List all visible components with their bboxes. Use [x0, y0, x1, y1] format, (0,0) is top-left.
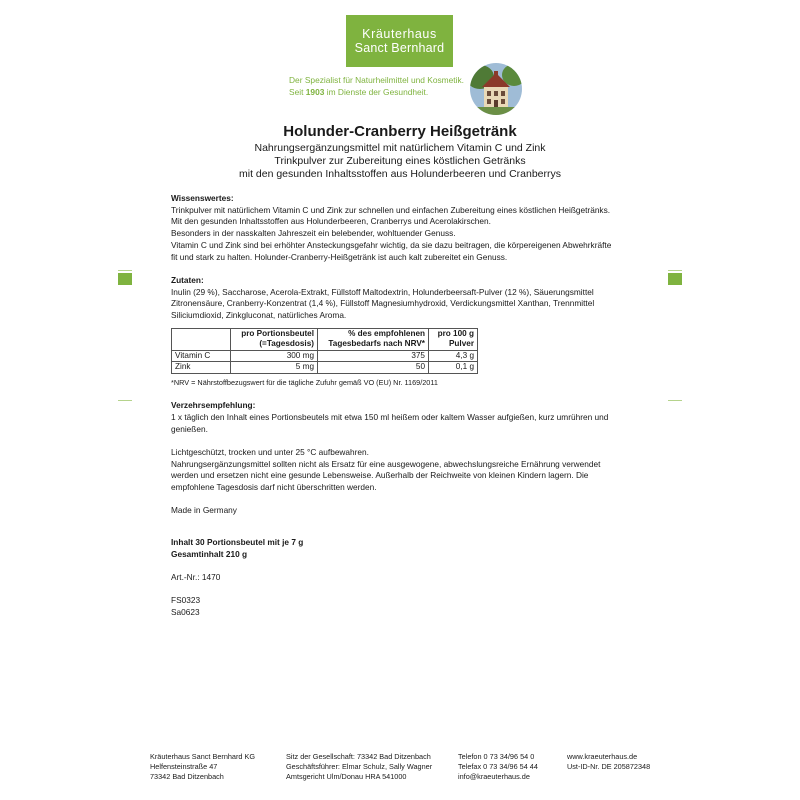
brand-tagline: [289, 74, 464, 98]
fold-line-right-2: [668, 400, 682, 401]
logo-line-2: Sanct Bernhard: [354, 41, 445, 55]
footer-legal: [286, 752, 432, 781]
footer-line: info@kraeuterhaus.de: [458, 771, 530, 781]
origin: Made in Germany: [171, 505, 237, 516]
footer-company: [150, 752, 255, 781]
text-line: werden und ersetzen nicht eine gesunde Lebensweise. Außerhalb der Reichweite von kleinen Kindern lagern. Die: [171, 470, 589, 481]
section-heading-zutaten: Zutaten:: [171, 274, 204, 285]
footer-line: Telefax 0 73 34/96 54 44: [458, 761, 538, 771]
fold-line-right: [668, 270, 682, 271]
header-text: pro Portionsbeutel: [241, 328, 314, 338]
fold-marker-right: [668, 273, 682, 285]
table-header-row: [172, 328, 478, 350]
logo-line-1: Kräuterhaus: [362, 27, 437, 41]
footer-line: Helfensteinstraße 47: [150, 761, 218, 771]
nutrition-table: [171, 328, 478, 374]
footer-web: [567, 752, 650, 772]
total-amount: Gesamtinhalt 210 g: [171, 548, 248, 559]
nrv-footnote: *NRV = Nährstoffbezugswert für die tägliche Zufuhr gemäß VO (EU) Nr. 1169/2011: [171, 377, 438, 387]
batch-code: FS0323: [171, 595, 201, 606]
portion-value: 5 mg: [231, 362, 318, 374]
header-text: pro 100 g: [437, 328, 474, 338]
subtitle-line: Trinkpulver zur Zubereitung eines köstlichen Getränks: [274, 155, 526, 167]
title-block: [0, 122, 800, 181]
tagline-line-1: Der Spezialist für Naturheilmittel und Kosmetik.: [289, 75, 465, 85]
footer-line: Kräuterhaus Sanct Bernhard KG: [150, 752, 256, 761]
table-row: [172, 362, 478, 374]
nrv-value: 375: [318, 350, 429, 362]
text-line: Besonders in der nasskalten Jahreszeit ein belebender, wohltuender Genuss.: [171, 228, 456, 239]
text-line: Siliciumdioxid, Zinkgluconat, natürliches Aroma.: [171, 310, 347, 321]
per100-value: 0,1 g: [429, 362, 478, 374]
footer-line: Telefon 0 73 34/96 54 0: [458, 752, 535, 761]
text-line: fit und stark zu halten. Holunder-Cranberry-Heißgetränk ist auch kalt zubereitet ein Genuss.: [171, 251, 508, 262]
section-heading-verzehr: Verzehrsempfehlung:: [171, 400, 256, 411]
subtitle-line: Nahrungsergänzungsmittel mit natürlichem Vitamin C und Zink: [254, 142, 546, 154]
header-text: Tagesbedarfs nach NRV*: [328, 339, 425, 349]
text-line: Mit den gesunden Inhaltsstoffen aus Holunderbeeren, Cranberrys und Acerolakirschen.: [171, 216, 491, 227]
text-line: Vitamin C und Zink sind bei erhöhter Ansteckungsgefahr wichtig, da sie dazu beitragen, die körpereigenen Abwehrkräfte: [171, 239, 612, 250]
footer-line: Sitz der Gesellschaft: 73342 Bad Ditzenbach: [286, 752, 431, 761]
table-header-cell: [318, 328, 429, 350]
header-text: Pulver: [448, 339, 474, 349]
table-header-cell: [429, 328, 478, 350]
per100-value: 4,3 g: [429, 350, 478, 362]
fold-line-left: [118, 270, 132, 271]
storage-note: Lichtgeschützt, trocken und unter 25 °C aufbewahren.: [171, 446, 369, 457]
tagline-text: Seit: [289, 87, 306, 97]
footer-line: Ust-ID-Nr. DE 205872348: [567, 761, 651, 771]
footer-contact: [458, 752, 538, 781]
tagline-text: im Dienste der Gesundheit.: [324, 87, 429, 97]
batch-code: Sa0623: [171, 606, 200, 617]
footer-line: Amtsgericht Ulm/Donau HRA 541000: [286, 771, 407, 781]
tagline-line-2: [289, 86, 464, 98]
nrv-value: 50: [318, 362, 429, 374]
table-header-cell: [172, 328, 231, 350]
building-photo: [470, 63, 522, 115]
fold-line-left-2: [118, 400, 132, 401]
brand-logo: [346, 15, 453, 67]
table-header-cell: [231, 328, 318, 350]
table-row: [172, 350, 478, 362]
footer-line: 73342 Bad Ditzenbach: [150, 771, 224, 781]
nutrient-name: Zink: [172, 362, 231, 374]
header-text: % des empfohlenen: [348, 328, 425, 338]
nutrient-name: Vitamin C: [172, 350, 231, 362]
text-line: genießen.: [171, 423, 208, 434]
text-line: 1 x täglich den Inhalt eines Portionsbeutels mit etwa 150 ml heißem oder kaltem Wasser aufgießen, kurz umrühren und: [171, 411, 609, 422]
header-text: (=Tagesdosis): [259, 339, 314, 349]
text-line: Inulin (29 %), Saccharose, Acerola-Extrakt, Füllstoff Maltodextrin, Holunderbeersaft-Pulver (12 %), Säuerungsmittel: [171, 286, 594, 297]
text-line: Zitronensäure, Cranberry-Konzentrat (1,4 %), Füllstoff Magnesiumhydroxid, Verdickungsmittel Xanthan, Trennmittel: [171, 298, 595, 309]
section-heading-wissenswertes: Wissenswertes:: [171, 193, 234, 203]
footer-line: www.kraeuterhaus.de: [567, 752, 638, 761]
content-amount: Inhalt 30 Portionsbeutel mit je 7 g: [171, 536, 304, 547]
footer-line: Geschäftsführer: Elmar Schulz, Sally Wagner: [286, 761, 433, 771]
text-line: Trinkpulver mit natürlichem Vitamin C und Zink zur schnellen und einfachen Zubereitung eines köstlichen Heißgetränks.: [171, 204, 611, 215]
text-line: empfohlene Tagesdosis darf nicht überschritten werden.: [171, 482, 377, 493]
product-title: Holunder-Cranberry Heißgetränk: [283, 123, 517, 140]
product-info: [171, 193, 631, 619]
fold-marker-left: [118, 273, 132, 285]
tagline-year: 1903: [305, 87, 325, 97]
subtitle-line: mit den gesunden Inhaltsstoffen aus Holunderbeeren und Cranberrys: [238, 168, 561, 180]
portion-value: 300 mg: [231, 350, 318, 362]
text-line: Nahrungsergänzungsmittel sollten nicht als Ersatz für eine ausgewogene, abwechslungsreiche Ernährung verwendet: [171, 458, 601, 469]
article-number: Art.-Nr.: 1470: [171, 571, 221, 582]
